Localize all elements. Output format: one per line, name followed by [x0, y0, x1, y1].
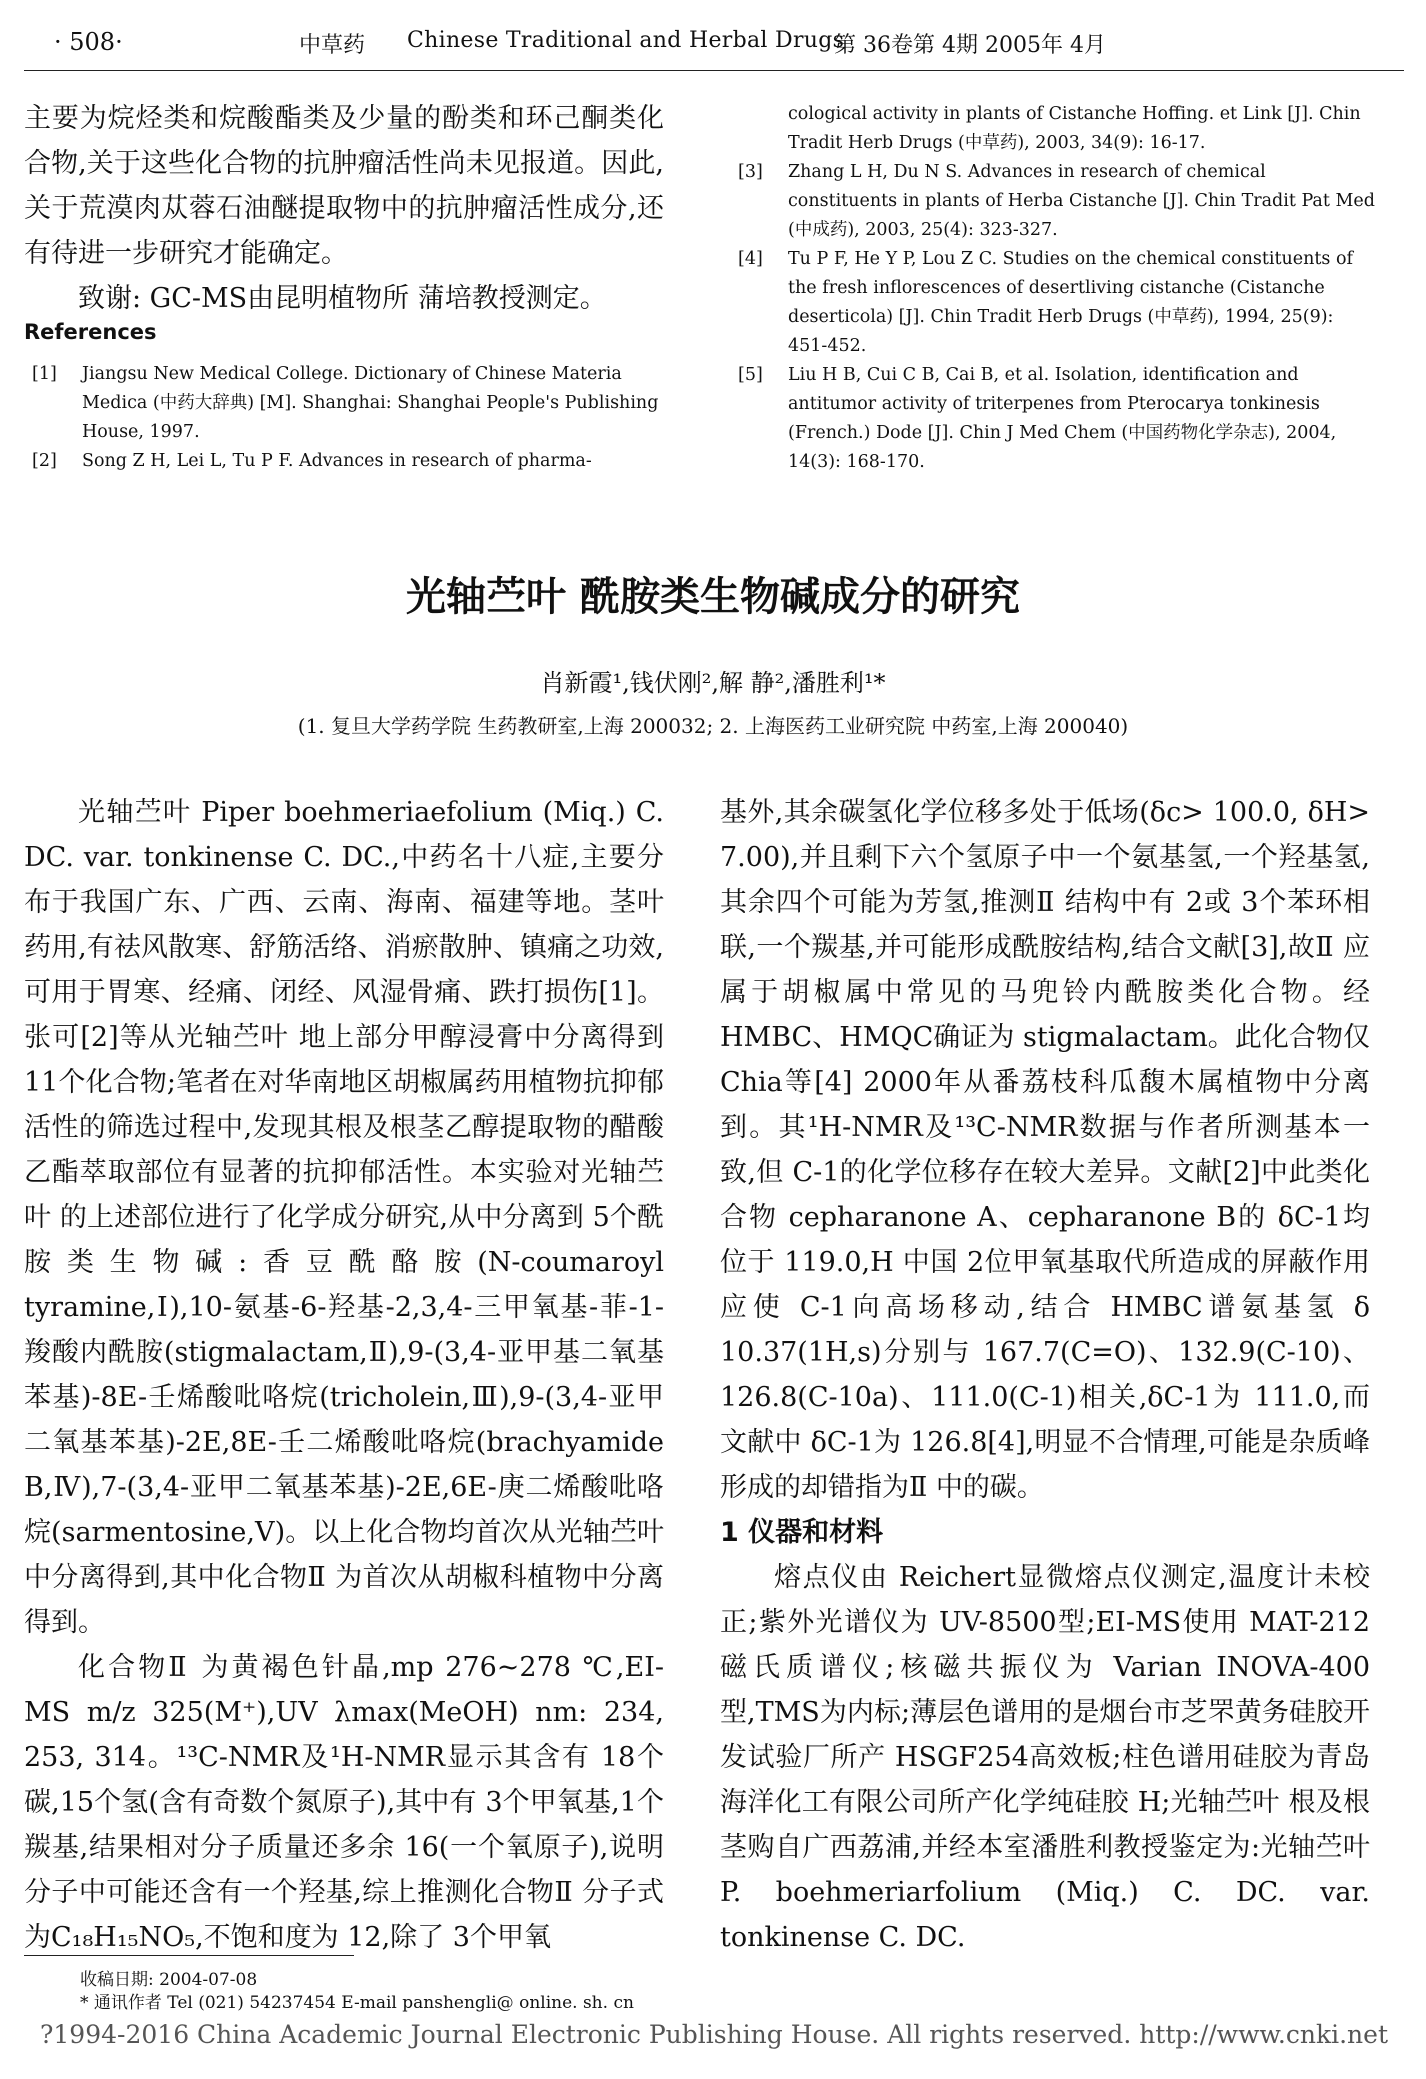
body-paragraph: 光轴苎叶 Piper boehmeriaefolium (Miq.) C. DC. var. tonkinense C. DC.,中药名十八症,主要分布于我国广东、广西、云南、海南、福建等地。茎叶药用,有祛风散寒、舒筋活络、消瘀散肿、镇痛之功效,可用于胃寒、经痛、闭经、风湿骨痛、跌打损伤[1]。张可[2]等从光轴苎叶 地上部分甲醇浸膏中分离得到 11个化合物;笔者在对华南地区胡椒属药用植物抗抑郁活性的筛选过程中,发现其根及根茎乙醇提取物的醋酸乙酯萃取部位有显著的抗抑郁活性。本实验对光轴苎叶 的上述部位进行了化学成分研究,从中分离到 5个酰胺类生物碱:香豆酰酪胺(N-coumaroyl tyramine,Ⅰ),10-氨基-6-羟基-2,3,4-三甲氧基-菲-1-羧酸内酰胺(stigmalactam,Ⅱ),9-(3,4-亚甲基二氧基苯基)-8E-壬烯酸吡咯烷(tricholein,Ⅲ),9-(3,4-亚甲二氧基苯基)-2E,8E-壬二烯酸吡咯烷(brachyamide B,Ⅳ),7-(3,4-亚甲二氧基苯基)-2E,6E-庚二烯酸吡咯烷(sarmentosine,Ⅴ)。以上化合物均首次从光轴苎叶 中分离得到,其中化合物Ⅱ 为首次从胡椒科植物中分离得到。 — [24, 797, 664, 1638]
running-header — [24, 22, 1404, 62]
reference-item — [730, 245, 1375, 361]
reference-number: [5] — [738, 365, 763, 385]
reference-text: cological activity in plants of Cistanche Hoffing. et Link [J]. Chin Tradit Herb Drugs (中草药), 2003, 34(9): 16-17. — [788, 104, 1361, 153]
reference-text: Tu P F, He Y P, Lou Z C. Studies on the chemical constituents of the fresh inflorescences of desertliving cistanche (Cistanche deserticola) [J]. Chin Tradit Herb Drugs (中草药), 1994, 25(9): 451-452. — [788, 249, 1353, 356]
corresponding-author: * 通讯作者 Tel (021) 54237454 E-mail panshengli@ online. sh. cn — [80, 1993, 634, 2013]
received-date: 收稿日期: 2004-07-08 — [80, 1970, 258, 1990]
reference-item — [730, 158, 1375, 245]
body-paragraph: 化合物Ⅱ 为黄褐色针晶,mp 276~278 ℃,EI-MS m/z 325(M⁺),UV λmax(MeOH) nm: 234, 253, 314。¹³C-NMR及¹H-NMR显示其含有 18个碳,15个氢(含有奇数个氮原子),其中有 3个甲氧基,1个羰基,结果相对分子质量还多余 16(一个氧原子),说明分子中可能还含有一个羟基,综上推测化合物Ⅱ 分子式为C₁₈H₁₅NO₅,不饱和度为 12,除了 3个甲氧 — [24, 1652, 664, 1953]
body-paragraph: 熔点仪由 Reichert显微熔点仪测定,温度计未校正;紫外光谱仪为 UV-8500型;EI-MS使用 MAT-212磁氏质谱仪;核磁共振仪为 Varian INOVA-400型,TMS为内标;薄层色谱用的是烟台市芝罘黄务硅胶开发试验厂所产 HSGF254高效板;柱色谱用硅胶为青岛海洋化工有限公司所产化学纯硅胶 H;光轴苎叶 根及根茎购自广西荔浦,并经本室潘胜利教授鉴定为:光轴苎叶 P. boehmeriarfolium (Miq.) C. DC. var. tonkinense C. DC. — [720, 1562, 1370, 1953]
article-affiliation: (1. 复旦大学药学院 生药教研室,上海 200032; 2. 上海医药工业研究院 中药室,上海 200040) — [297, 714, 1129, 738]
header-rule — [24, 70, 1404, 71]
reference-number: [2] — [32, 451, 57, 471]
volume-issue: 第 36卷第 4期 2005年 4月 — [834, 33, 1106, 58]
acknowledgement: 致谢: GC-MS由昆明植物所 蒲培教授测定。 — [78, 283, 607, 314]
reference-item — [730, 100, 1375, 158]
copyright-watermark: ?1994-2016 China Academic Journal Electronic Publishing House. All rights reserved. http://www.cnki.net — [40, 2020, 1388, 2049]
article-authors: 肖新霞¹,钱伏刚²,解 静²,潘胜利¹* — [540, 669, 886, 697]
footnote-rule — [24, 1955, 354, 1956]
reference-item — [730, 361, 1375, 477]
references-heading: References — [24, 320, 157, 344]
reference-text: Jiangsu New Medical College. Dictionary of Chinese Materia Medica (中药大辞典) [M]. Shanghai: Shanghai People's Publishing House, 1997. — [82, 364, 659, 442]
references-right — [730, 100, 1375, 477]
reference-item — [24, 447, 669, 476]
reference-number: [3] — [738, 162, 763, 182]
reference-text: Liu H B, Cui C B, Cai B, et al. Isolation, identification and antitumor activity of triterpenes from Pterocarya tonkinesis (French.) Dode [J]. Chin J Med Chem (中国药物化学杂志), 2004, 14(3): 168-170. — [788, 365, 1337, 472]
section-heading: 1 仪器和材料 — [720, 1517, 884, 1548]
reference-text: Zhang L H, Du N S. Advances in research of chemical constituents in plants of Herba Cistanche [J]. Chin Tradit Pat Med (中成药), 2003, 25(4): 323-327. — [788, 162, 1375, 240]
references-left — [24, 360, 669, 476]
article-title: 光轴苎叶 酰胺类生物碱成分的研究 — [406, 574, 1020, 620]
body-right-column — [720, 790, 1370, 1960]
journal-name-cn: 中草药 — [299, 33, 366, 58]
reference-item — [24, 360, 669, 447]
body-left-column — [24, 790, 664, 1960]
journal-name-en: Chinese Traditional and Herbal Drugs — [407, 28, 845, 53]
reference-number: [1] — [32, 364, 57, 384]
reference-text: Song Z H, Lei L, Tu P F. Advances in research of pharma- — [82, 451, 592, 471]
reference-number: [4] — [738, 249, 763, 269]
prev-article-text — [24, 96, 664, 321]
body-paragraph: 基外,其余碳氢化学位移多处于低场(δc> 100.0, δH> 7.00),并且剩下六个氢原子中一个氨基氢,一个羟基氢,其余四个可能为芳氢,推测Ⅱ 结构中有 2或 3个苯环相联,一个羰基,并可能形成酰胺结构,结合文献[3],故Ⅱ 应属于胡椒属中常见的马兜铃内酰胺类化合物。经 HMBC、HMQC确证为 stigmalactam。此化合物仅 Chia等[4] 2000年从番荔枝科瓜馥木属植物中分离到。其¹H-NMR及¹³C-NMR数据与作者所测基本一致,但 C-1的化学位移存在较大差异。文献[2]中此类化合物 cepharanone A、cepharanone B的 δC-1均位于 119.0,H 中国 2位甲氧基取代所造成的屏蔽作用应使 C-1向高场移动,结合 HMBC谱氨基氢 δ 10.37(1H,s)分别与 167.7(C=O)、132.9(C-10)、126.8(C-10a)、111.0(C-1)相关,δC-1为 111.0,而文献中 δC-1为 126.8[4],明显不合情理,可能是杂质峰形成的却错指为Ⅱ 中的碳。 — [720, 797, 1370, 1503]
prev-article-paragraph: 主要为烷烃类和烷酸酯类及少量的酚类和环己酮类化合物,关于这些化合物的抗肿瘤活性尚未见报道。因此,关于荒漠肉苁蓉石油醚提取物中的抗肿瘤活性成分,还有待进一步研究才能确定。 — [24, 103, 664, 269]
page-number: · 508· — [54, 28, 123, 56]
